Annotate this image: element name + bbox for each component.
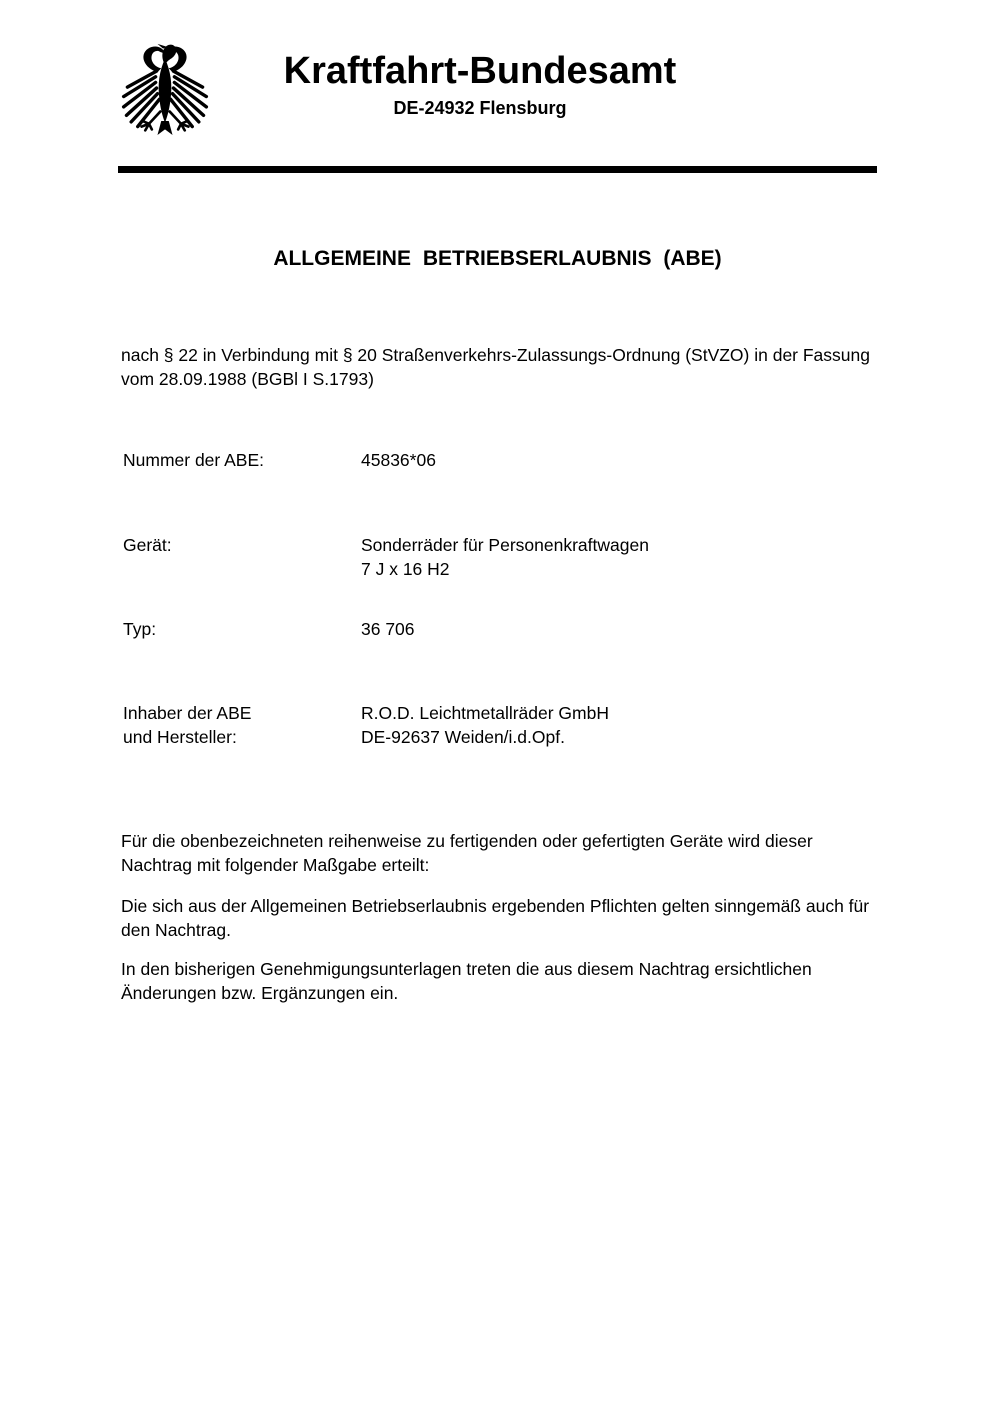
field-value-line: DE-92637 Weiden/i.d.Opf.	[361, 727, 565, 747]
field-value: 36 706	[361, 619, 415, 639]
agency-address: DE-24932 Flensburg	[393, 97, 567, 118]
header-rule	[118, 166, 877, 173]
document-title: ALLGEMEINE BETRIEBSERLAUBNIS (ABE)	[273, 247, 722, 270]
field-row-device	[123, 533, 877, 579]
field-row-type	[123, 617, 877, 641]
field-value	[361, 533, 861, 581]
paragraph-grant: Für die obenbezeichneten reihenweise zu fertigenden oder gefertigten Geräte wird dieser Nachtrag mit folgender Maßgabe erteilt:	[121, 831, 813, 875]
field-value	[361, 701, 861, 749]
field-row-holder	[123, 701, 877, 749]
field-label-line: Inhaber der ABE	[123, 703, 252, 723]
legal-basis-paragraph: nach § 22 in Verbindung mit § 20 Straßenverkehrs-Zulassungs-Ordnung (StVZO) in der Fassung vom 28.09.1988 (BGBl I S.1793)	[121, 345, 870, 389]
field-value: 45836*06	[361, 450, 436, 470]
document-header	[120, 50, 840, 119]
field-value-line: R.O.D. Leichtmetallräder GmbH	[361, 703, 609, 723]
field-label: Nummer der ABE:	[123, 450, 265, 470]
field-value-line: 7 J x 16 H2	[361, 559, 450, 579]
field-label: Gerät:	[123, 535, 172, 555]
field-label: Typ:	[123, 619, 157, 639]
field-value-line: Sonderräder für Personenkraftwagen	[361, 535, 649, 555]
field-label-line: und Hersteller:	[123, 727, 237, 747]
field-row-abe-number	[123, 448, 877, 472]
paragraph-obligations: Die sich aus der Allgemeinen Betriebserlaubnis ergebenden Pflichten gelten sinngemäß auch für den Nachtrag.	[121, 896, 870, 940]
paragraph-changes: In den bisherigen Genehmigungsunterlagen treten die aus diesem Nachtrag ersichtlichen Änderungen bzw. Ergänzungen ein.	[121, 959, 812, 1003]
agency-name: Kraftfahrt-Bundesamt	[283, 50, 677, 92]
